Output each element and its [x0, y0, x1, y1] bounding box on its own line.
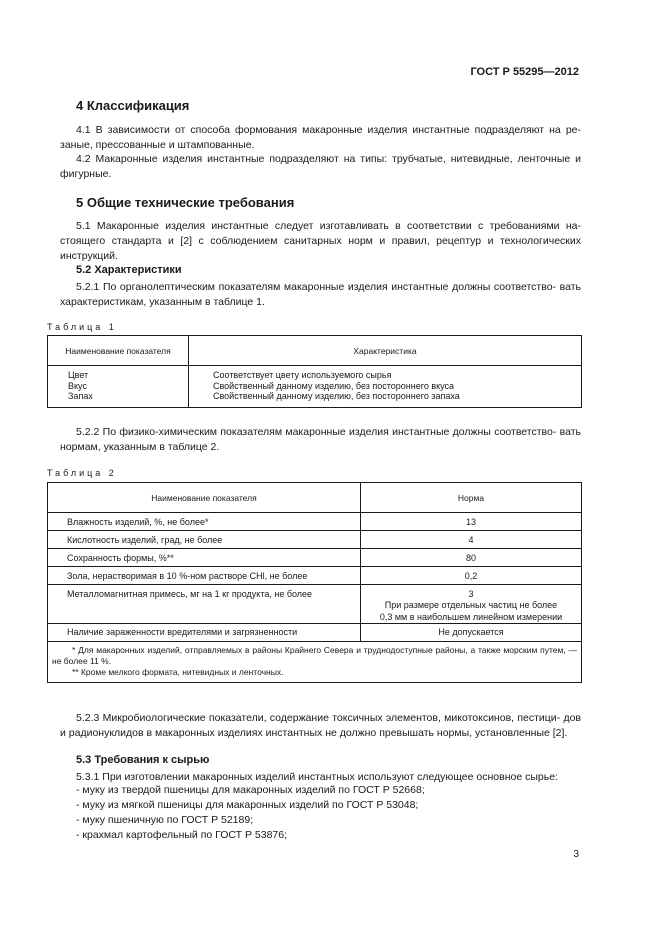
- list-item: - муку из твердой пшеницы для макаронных изделий по ГОСТ Р 52668;: [76, 784, 425, 796]
- paragraph-5-1: 5.1 Макаронные изделия инстантные следует изготавливать в соответствии с требованиями на- стоящего стандарта и [2] с соблюдением санитарных норм и правил, рецептур и технологических инструкций.: [60, 220, 581, 263]
- table-1-col-name: Наименование показателя: [48, 336, 189, 366]
- table-2-caption: Таблица 2: [47, 468, 117, 478]
- table-2-footnote-1: * Для макаронных изделий, отправляемых в районы Крайнего Севера и труднодоступные районы, а также морским путем, — не более 11 %.: [52, 644, 577, 666]
- paragraph-5-2-2: 5.2.2 По физико-химическим показателям макаронные изделия инстантные должны соответство- вать нормам, указанным в таблице 2.: [60, 426, 581, 453]
- list-item: - муку из мягкой пшеницы для макаронных изделий по ГОСТ Р 53048;: [76, 799, 419, 811]
- table-cell-value: 0,2: [361, 567, 582, 585]
- page-number: 3: [573, 849, 579, 860]
- table-cell-value: 13: [361, 513, 582, 531]
- table-2-col-name: Наименование показателя: [48, 483, 361, 513]
- table-2: [47, 482, 582, 683]
- table-2-footnotes: [48, 641, 582, 682]
- table-1-col-characteristic: Характеристика: [189, 336, 582, 366]
- table-1-body-row: [48, 366, 582, 408]
- table-cell-value: Не допускается: [361, 623, 582, 641]
- table-2-header-row: [48, 483, 582, 513]
- table-1-names-cell: Цвет Вкус Запах: [48, 366, 189, 408]
- subsection-5-3-title: 5.3 Требования к сырью: [76, 754, 210, 766]
- table-row: [48, 513, 582, 531]
- table-cell-name: Влажность изделий, %, не более*: [48, 513, 361, 531]
- table-cell-value: 4: [361, 531, 582, 549]
- paragraph-4-2: 4.2 Макаронные изделия инстантные подразделяют на типы: трубчатые, нитевидные, ленточные и фигурные.: [60, 153, 581, 180]
- table-1-values-cell: Соответствует цвету используемого сырья Свойственный данному изделию, без постороннего вкуса Свойственный данному изделию, без постороннего запаха: [189, 366, 582, 408]
- list-item: - муку пшеничную по ГОСТ Р 52189;: [76, 814, 254, 826]
- table-row: [48, 531, 582, 549]
- table-cell-name: Кислотность изделий, град, не более: [48, 531, 361, 549]
- table-2-col-norm: Норма: [361, 483, 582, 513]
- table-row: [48, 549, 582, 567]
- table-cell-name: Сохранность формы, %**: [48, 549, 361, 567]
- paragraph-5-2-1: 5.2.1 По органолептическим показателям макаронные изделия инстантные должны соответство- вать характеристикам, указанным в таблице 1.: [60, 281, 581, 308]
- table-cell-name: Зола, нерастворимая в 10 %-ном растворе СНl, не более: [48, 567, 361, 585]
- subsection-5-2-title: 5.2 Характеристики: [76, 264, 182, 276]
- table-row: [48, 623, 582, 641]
- table-2-footnote-2: ** Кроме мелкого формата, нитевидных и ленточных.: [72, 666, 284, 677]
- table-row: [48, 585, 582, 624]
- table-cell-value: 80: [361, 549, 582, 567]
- list-item: - крахмал картофельный по ГОСТ Р 53876;: [76, 829, 288, 841]
- table-cell-value: 3 При размере отдельных частиц не более 0,3 мм в наибольшем линейном измерении: [361, 585, 582, 624]
- table-row: [48, 567, 582, 585]
- section-5-title: 5 Общие технические требования: [76, 195, 295, 210]
- paragraph-5-3-1: 5.3.1 При изготовлении макаронных изделий инстантных используют следующее основное сырье:: [76, 771, 558, 783]
- table-cell-name: Наличие зараженности вредителями и загрязненности: [48, 623, 361, 641]
- table-cell-name: Металломагнитная примесь, мг на 1 кг продукта, не более: [48, 585, 361, 624]
- paragraph-4-1: 4.1 В зависимости от способа формования макаронные изделия инстантные подразделяют на ре- заные, прессованные и штампованные.: [60, 124, 581, 151]
- table-1: [47, 335, 582, 408]
- standard-number: ГОСТ Р 55295—2012: [470, 66, 579, 78]
- table-2-footnotes-row: [48, 641, 582, 682]
- table-1-header-row: [48, 336, 582, 366]
- paragraph-5-2-3: 5.2.3 Микробиологические показатели, содержание токсичных элементов, микотоксинов, пестици- дов и радионуклидов в макаронных изделиях инстантных не должно превышать нормы, установленные [2].: [60, 712, 581, 739]
- table-1-caption: Таблица 1: [47, 322, 117, 332]
- section-4-title: 4 Классификация: [76, 98, 190, 113]
